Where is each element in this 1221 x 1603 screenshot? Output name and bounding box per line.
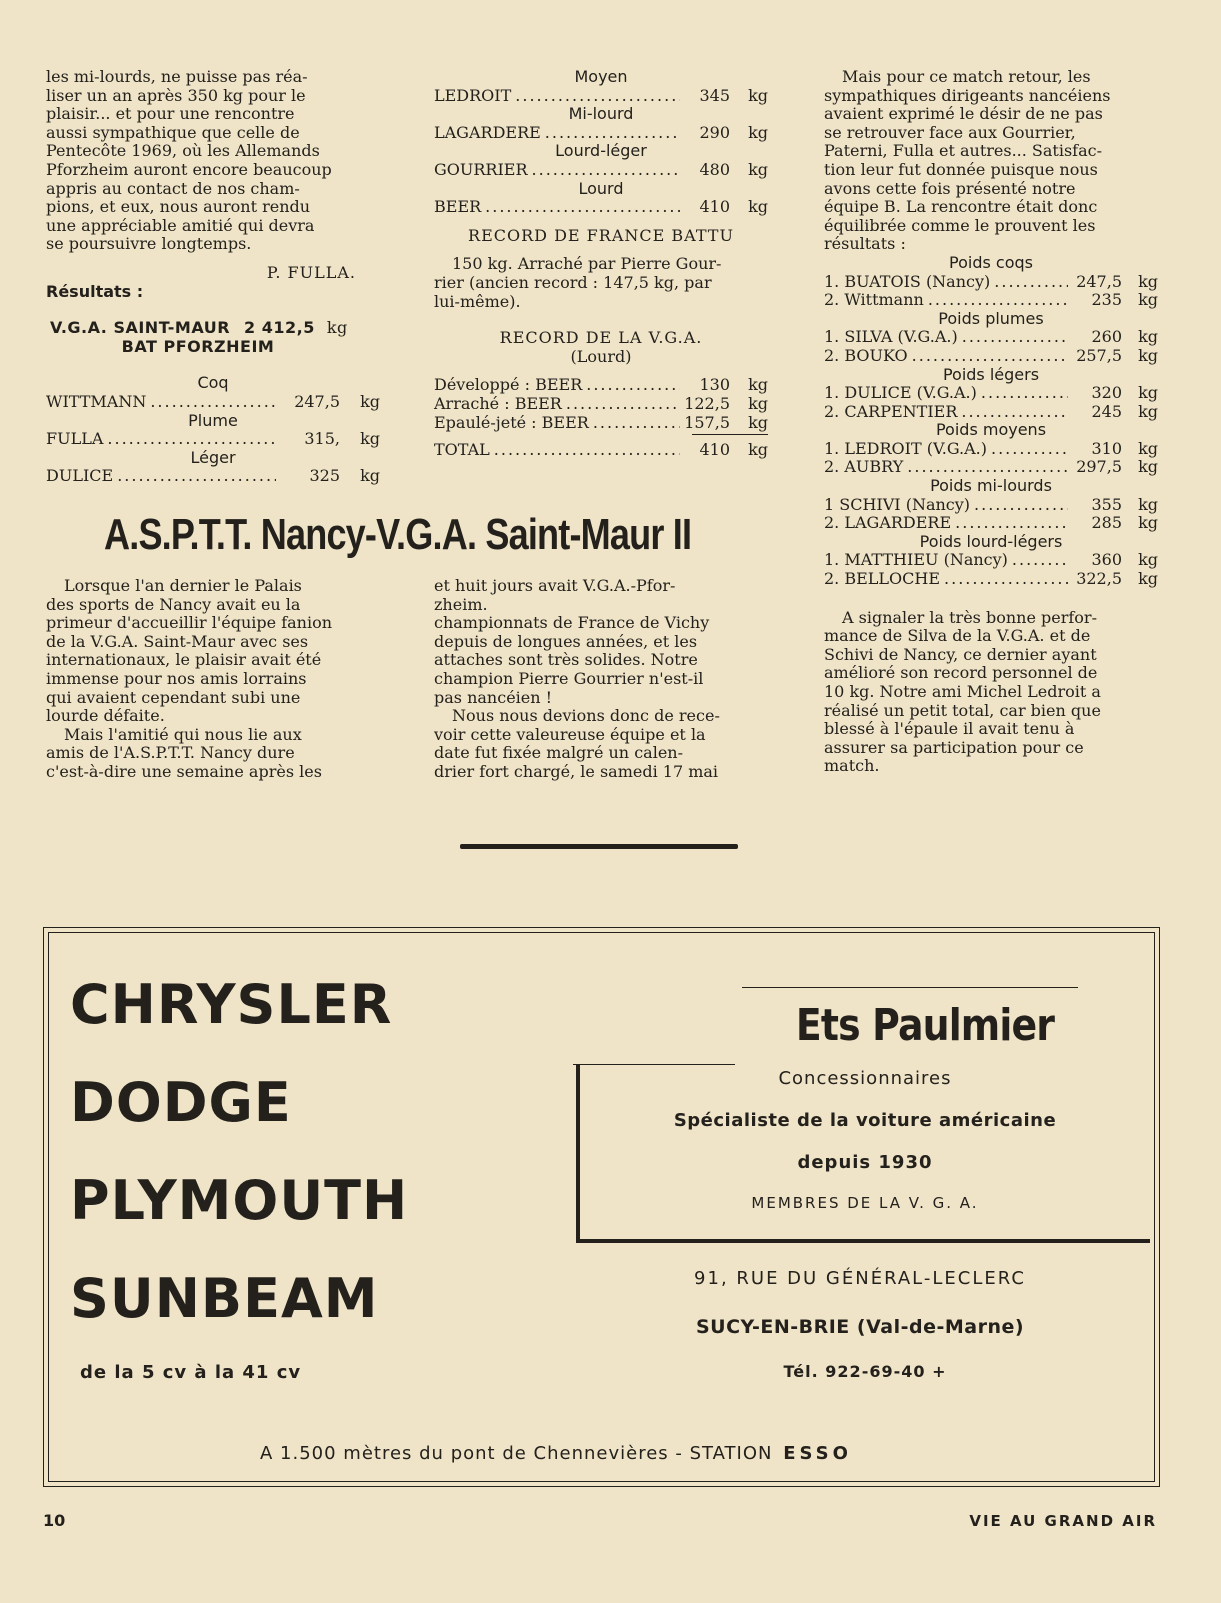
row-label: 1. DULICE (V.G.A.) (824, 383, 977, 403)
dots (586, 376, 680, 395)
result-row (824, 291, 1158, 310)
result-row (46, 393, 380, 412)
row-value: 285 (1091, 513, 1122, 533)
dots (907, 458, 1068, 477)
row-label: Développé : BEER (434, 375, 583, 395)
row-label: 2. Wittmann (824, 290, 924, 310)
article-line: champion Pierre Gourrier n'est-il (434, 668, 704, 688)
total-label: TOTAL (434, 440, 490, 460)
record-vga-sub: (Lourd) (570, 346, 632, 366)
row-label: 2. CARPENTIER (824, 401, 958, 421)
row-label: LEDROIT (434, 85, 512, 105)
total-row (434, 441, 768, 460)
row-unit: kg (1138, 401, 1158, 421)
record-row (434, 376, 768, 395)
col1-line: aussi sympathique que celle de (46, 122, 300, 142)
dots (994, 273, 1068, 292)
result-row (824, 551, 1158, 570)
col3-line: Mais pour ce match retour, les (842, 67, 1091, 86)
col1-line: Pforzheim auront encore beaucoup (46, 159, 332, 179)
dots (566, 395, 680, 414)
row-label: DULICE (46, 466, 114, 486)
col3-closing-line: assurer sa participation pour ce (824, 737, 1084, 757)
brand-dodge: DODGE (70, 1071, 292, 1134)
total-unit: kg (748, 440, 768, 460)
advert-footer-brand: ESSO (783, 1443, 852, 1464)
col1-line: les mi-lourds, ne puisse pas réa- (46, 67, 308, 86)
category-name: Lourd (578, 178, 624, 198)
brand-chrysler: CHRYSLER (70, 973, 393, 1036)
row-label: 1. LEDROIT (V.G.A.) (824, 438, 987, 458)
dots (485, 198, 680, 217)
dots (944, 570, 1068, 589)
row-unit: kg (1138, 494, 1158, 514)
article-line: depuis de longues années, et les (434, 631, 698, 651)
category-name: Moyen (574, 67, 628, 86)
record-vga-heading: RECORD DE LA V.G.A. (499, 328, 703, 348)
row-value: 322,5 (1076, 569, 1122, 589)
separator-rule (460, 844, 738, 849)
col1-line: une appréciable amitié qui devra (46, 215, 315, 235)
page-number: 10 (43, 1511, 66, 1530)
col1 (46, 68, 380, 486)
dots (991, 440, 1068, 459)
col1-categories (46, 374, 380, 486)
result-row (46, 430, 380, 449)
dots (955, 514, 1068, 533)
article-line: primeur d'accueillir l'équipe fanion (46, 613, 333, 633)
dealer-membership: MEMBRES DE LA V. G. A. (751, 1194, 979, 1212)
row-label: 2. LAGARDERE (824, 513, 952, 533)
record-france-line: 150 kg. Arraché par Pierre Gour- (452, 254, 722, 274)
result-row (434, 124, 768, 143)
dots (515, 87, 680, 106)
record-vga-rows (434, 376, 768, 432)
row-unit: kg (1138, 345, 1158, 365)
col3-line: tion leur fut donnée puisque nous (824, 159, 1098, 179)
category-name: Mi-lourd (568, 104, 634, 124)
col3-closing-line: amélioré son record personnel de (824, 663, 1098, 683)
dealer-role: Concessionnaires (778, 1068, 952, 1089)
article-line: amis de l'A.S.P.T.T. Nancy dure (46, 743, 295, 763)
col3-categories (824, 254, 1158, 589)
row-label: BEER (434, 197, 482, 217)
category-name: Plume (188, 410, 238, 430)
row-value: 247,5 (294, 391, 340, 411)
row-label: WITTMANN (46, 391, 147, 411)
row-unit: kg (1138, 550, 1158, 570)
row-unit: kg (360, 466, 380, 486)
article-col2 (434, 577, 768, 782)
article-title: A.S.P.T.T. Nancy-V.G.A. Saint-Maur II (104, 510, 692, 559)
result-row (824, 458, 1158, 477)
row-value: 157,5 (684, 412, 730, 432)
dots (532, 161, 680, 180)
result-row (824, 403, 1158, 422)
article-line: internationaux, le plaisir avait été (46, 650, 322, 670)
row-label: 2. AUBRY (824, 457, 904, 477)
col3-closing (824, 609, 1158, 776)
row-value: 310 (1091, 438, 1122, 458)
row-label: 1. SILVA (V.G.A.) (824, 327, 958, 347)
row-label: Arraché : BEER (434, 393, 562, 413)
dealer-since: depuis 1930 (797, 1152, 933, 1173)
row-label: GOURRIER (434, 159, 528, 179)
article-line: pas nancéien ! (434, 687, 553, 707)
col3-closing-line: match. (824, 756, 880, 776)
article-line: attaches sont très solides. Notre (434, 650, 698, 670)
row-unit: kg (748, 393, 768, 413)
row-value: 130 (699, 375, 730, 395)
row-unit: kg (748, 159, 768, 179)
dots (961, 403, 1068, 422)
category-name: Coq (197, 373, 229, 393)
col1-line: appris au contact de nos cham- (46, 178, 300, 198)
dots (974, 496, 1068, 515)
article-line: lourde défaite. (46, 706, 165, 726)
result-row (824, 273, 1158, 292)
result-row (434, 198, 768, 217)
magazine-name: VIE AU GRAND AIR (969, 1512, 1157, 1530)
col3-line: équipe B. La rencontre était donc (824, 197, 1098, 217)
col3 (824, 68, 1158, 776)
article-line: drier fort chargé, le samedi 17 mai (434, 761, 719, 781)
col3-closing-line: réalisé un petit total, car bien que (824, 700, 1101, 720)
category-name: Poids légers (942, 364, 1040, 384)
record-france-heading: RECORD DE FRANCE BATTU (468, 225, 734, 245)
match-left: V.G.A. SAINT-MAUR (50, 318, 231, 338)
article-line: zheim. (434, 594, 488, 614)
row-value: 247,5 (1076, 271, 1122, 291)
row-unit: kg (1138, 513, 1158, 533)
row-value: 122,5 (684, 393, 730, 413)
dots (494, 441, 680, 460)
result-row (824, 384, 1158, 403)
advert-footer-text: A 1.500 mètres du pont de Chennevières - STATION (260, 1443, 773, 1464)
dealer-specialty: Spécialiste de la voiture américaine (673, 1110, 1057, 1131)
row-value: 290 (699, 122, 730, 142)
row-value: 235 (1091, 290, 1122, 310)
row-label: 2. BELLOCHE (824, 569, 941, 589)
row-value: 480 (699, 159, 730, 179)
record-row (434, 395, 768, 414)
col2-categories (434, 68, 768, 217)
row-unit: kg (1138, 569, 1158, 589)
brand-sunbeam: SUNBEAM (70, 1267, 379, 1330)
article-col1 (46, 577, 380, 782)
col3-line: équilibrée comme le prouvent les (824, 215, 1096, 235)
dots (593, 414, 680, 433)
row-unit: kg (748, 197, 768, 217)
row-value: 297,5 (1076, 457, 1122, 477)
row-value: 320 (1091, 383, 1122, 403)
category-name: Poids plumes (938, 308, 1044, 328)
signature: P. FULLA. (266, 262, 356, 282)
row-unit: kg (1138, 290, 1158, 310)
result-row (434, 161, 768, 180)
row-label: 1 SCHIVI (Nancy) (824, 494, 971, 514)
dots (107, 430, 276, 449)
col3-line: Paterni, Fulla et autres... Satisfac- (824, 141, 1103, 161)
dots (150, 393, 276, 412)
article-line: qui avaient cependant subi une (46, 687, 301, 707)
results-label: Résultats : (46, 281, 144, 301)
row-value: 315, (304, 429, 340, 449)
article-line: voir cette valeureuse équipe et la (434, 724, 706, 744)
result-row (824, 496, 1158, 515)
record-row (434, 414, 768, 433)
col2 (434, 68, 768, 460)
advert-brands (70, 975, 408, 1329)
category-name: Poids lourd-légers (919, 531, 1063, 551)
dealer-phone: Tél. 922-69-40 + (783, 1362, 947, 1381)
article-line: Lorsque l'an dernier le Palais (64, 576, 302, 595)
row-unit: kg (748, 122, 768, 142)
row-unit: kg (748, 412, 768, 432)
dealer-address: 91, RUE DU GÉNÉRAL-LECLERC (694, 1268, 1026, 1289)
col3-closing-line: mance de Silva de la V.G.A. et de (824, 626, 1091, 646)
total-value: 410 (699, 440, 730, 460)
col3-line: se retrouver face aux Gourrier, (824, 122, 1076, 142)
col3-line: sympathiques dirigeants nancéiens (824, 85, 1111, 105)
col1-intro (46, 68, 380, 254)
col3-closing-line: blessé à l'épaule il avait tenu à (824, 719, 1075, 739)
article-line: date fut fixée malgré un calen- (434, 743, 683, 763)
row-unit: kg (1138, 457, 1158, 477)
dots (981, 384, 1068, 403)
power-range: de la 5 cv à la 41 cv (80, 1362, 302, 1383)
article-line: de la V.G.A. Saint-Maur avec ses (46, 631, 309, 651)
row-unit: kg (1138, 438, 1158, 458)
row-value: 360 (1091, 550, 1122, 570)
dealer-city: SUCY-EN-BRIE (Val-de-Marne) (695, 1316, 1025, 1338)
row-unit: kg (748, 375, 768, 395)
dealer-top-rule (742, 987, 1078, 988)
row-unit: kg (360, 429, 380, 449)
col3-closing-line: A signaler la très bonne perfor- (842, 607, 1097, 627)
category-name: Lourd-léger (555, 141, 647, 161)
category-name: Poids moyens (935, 420, 1047, 440)
article-line: Nous nous devions donc de rece- (452, 706, 720, 726)
row-value: 355 (1091, 494, 1122, 514)
dots (545, 124, 680, 143)
col1-line: liser un an après 350 kg pour le (46, 85, 306, 105)
col3-closing-line: Schivi de Nancy, ce dernier ayant (824, 644, 1097, 664)
col3-intro (824, 68, 1158, 254)
advert-footer (260, 1443, 852, 1464)
match-result (46, 319, 380, 356)
record-france-line: rier (ancien record : 147,5 kg, par (434, 272, 712, 292)
col1-line: plaisir... et pour une rencontre (46, 104, 295, 124)
record-france-line: lui-même). (434, 291, 521, 311)
result-row (824, 328, 1158, 347)
dots (117, 467, 276, 486)
result-row (824, 570, 1158, 589)
result-row (824, 347, 1158, 366)
result-row (434, 87, 768, 106)
row-unit: kg (1138, 327, 1158, 347)
article-line: championnats de France de Vichy (434, 613, 710, 633)
row-value: 410 (699, 197, 730, 217)
article-line: c'est-à-dire une semaine après les (46, 761, 322, 781)
col3-closing-line: 10 kg. Notre ami Michel Ledroit a (824, 682, 1101, 701)
row-value: 245 (1091, 401, 1122, 421)
result-row (824, 514, 1158, 533)
dots (962, 328, 1068, 347)
row-unit: kg (360, 391, 380, 411)
article-line: et huit jours avait V.G.A.-Pfor- (434, 576, 676, 595)
brand-plymouth: PLYMOUTH (70, 1169, 409, 1232)
col3-line: résultats : (824, 234, 906, 254)
row-value: 260 (1091, 327, 1122, 347)
dots (912, 347, 1068, 366)
row-value: 345 (699, 85, 730, 105)
article-line: Mais l'amitié qui nous lie aux (64, 724, 302, 744)
row-label: Epaulé-jeté : BEER (434, 412, 589, 432)
match-line2: BAT PFORZHEIM (121, 336, 275, 356)
article-line: des sports de Nancy avait eu la (46, 594, 301, 614)
category-name: Poids mi-lourds (930, 476, 1052, 496)
category-name: Léger (190, 447, 236, 467)
row-label: FULLA (46, 429, 104, 449)
row-unit: kg (748, 85, 768, 105)
col1-line: Pentecôte 1969, où les Allemands (46, 141, 320, 161)
col3-line: avaient exprimé le désir de ne pas (824, 104, 1103, 124)
row-label: LAGARDERE (434, 122, 541, 142)
col1-line: pions, et eux, nous auront rendu (46, 197, 311, 217)
row-label: 2. BOUKO (824, 345, 908, 365)
total-rule (692, 434, 768, 435)
row-value: 257,5 (1076, 345, 1122, 365)
result-row (824, 440, 1158, 459)
row-label: 1. BUATOIS (Nancy) (824, 271, 991, 291)
row-unit: kg (1138, 383, 1158, 403)
record-france-text (434, 255, 768, 311)
col3-line: avons cette fois présenté notre (824, 178, 1076, 198)
category-name: Poids coqs (949, 252, 1033, 272)
row-value: 325 (309, 466, 340, 486)
match-total: 2 412,5 (244, 318, 315, 338)
row-unit: kg (1138, 271, 1158, 291)
dots (928, 291, 1068, 310)
col1-line: se poursuivre longtemps. (46, 234, 252, 254)
row-label: 1. MATTHIEU (Nancy) (824, 550, 1008, 570)
match-unit: kg (326, 318, 348, 338)
company-name: Ets Paulmier (795, 1000, 1055, 1051)
article-line: immense pour nos amis lorrains (46, 668, 307, 688)
dots (1012, 551, 1068, 570)
result-row (46, 467, 380, 486)
